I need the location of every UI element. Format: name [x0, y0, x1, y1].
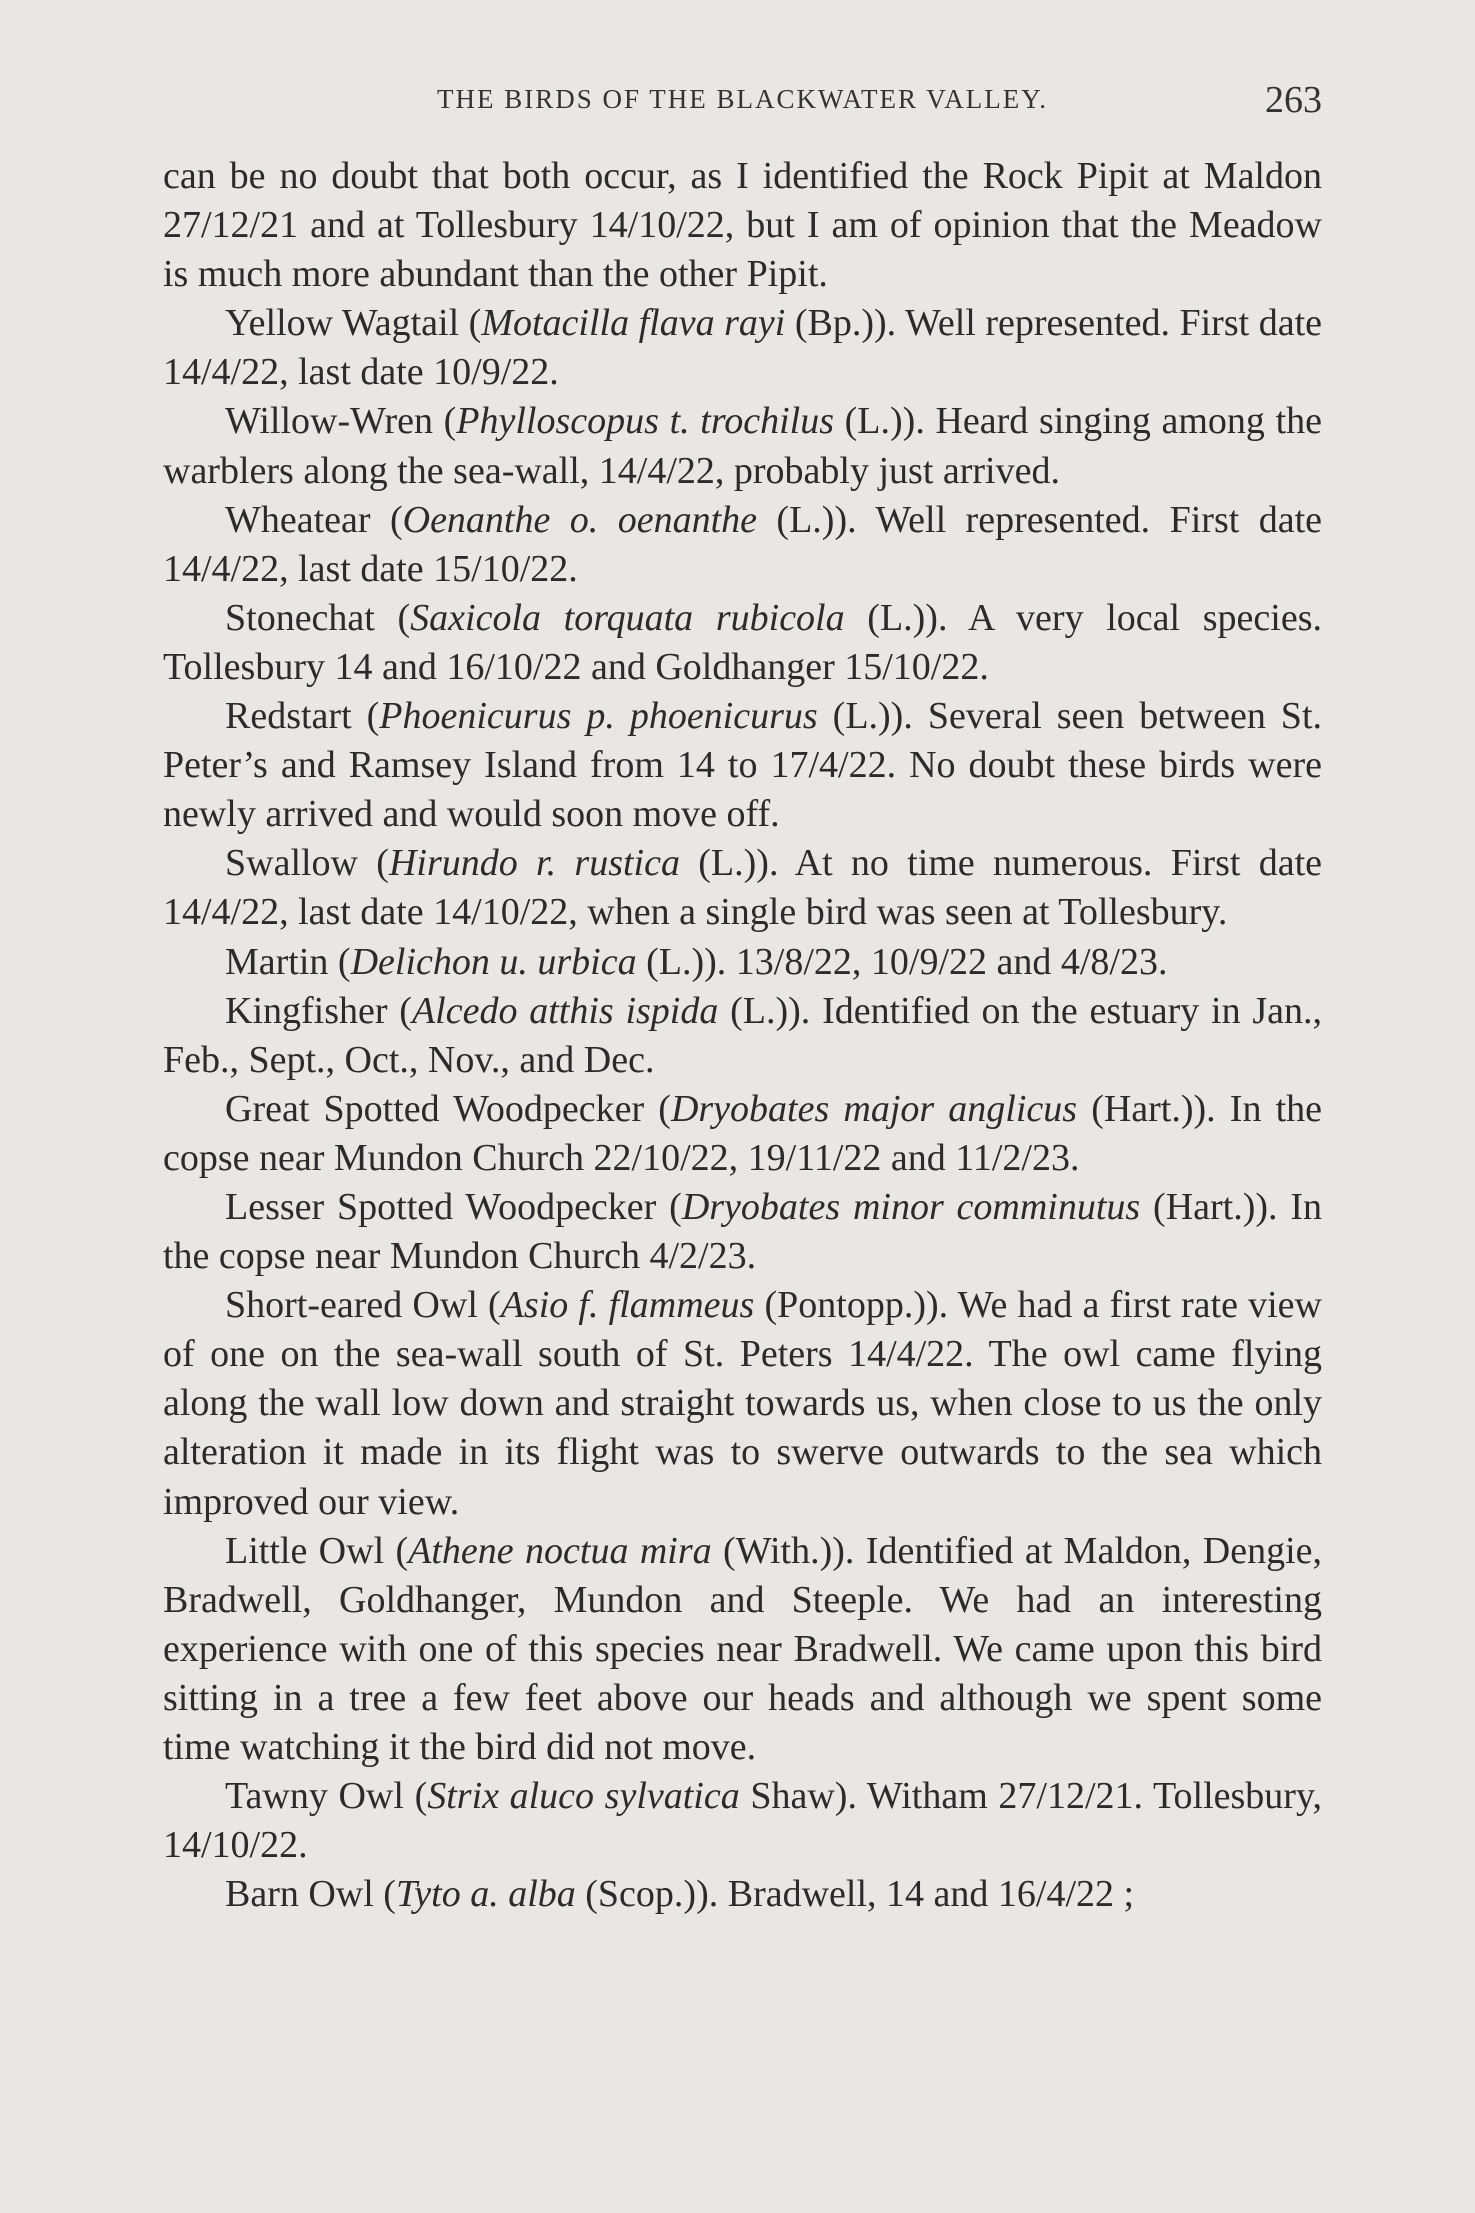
species-entry-yellow-wagtail: Yellow Wagtail (Motacilla flava rayi (Bp.)). Well represented. First date 14/4/22, last date 10/9/22.: [163, 302, 1322, 394]
species-entry-swallow: Swallow (Hirundo r. rustica (L.)). At no time numerous. First date 14/4/22, last date 14/10/22, when a single bird was seen at Tollesbury.: [163, 842, 1323, 934]
paragraph-continuation: can be no doubt that both occur, as I identified the Rock Pipit at Maldon 27/12/21 and at Tollesbury 14/10/22, but I am of opinion that the Meadow is much more abundant than the other Pipit.: [163, 155, 1322, 296]
species-entry-short-eared-owl: Short-eared Owl (Asio f. flammeus (Pontopp.)). We had a first rate view of one on the sea-wall south of St. Peters 14/4/22. The owl came flying along the wall low down and straight towards us, when close to us the only alteration it made in its flight was to swerve outwards to the sea which improved our view.: [163, 1284, 1322, 1523]
running-head: THE BIRDS OF THE BLACKWATER VALLEY.: [436, 84, 1049, 114]
species-entry-martin: Martin (Delichon u. urbica (L.)). 13/8/22, 10/9/22 and 4/8/23.: [225, 940, 1168, 983]
species-entry-wheatear: Wheatear (Oenanthe o. oenanthe (L.)). Well represented. First date 14/4/22, last date 15/10/22.: [163, 498, 1322, 590]
body-text: [163, 152, 1322, 1919]
species-entry-stonechat: Stonechat (Saxicola torquata rubicola (L.)). A very local species. Tollesbury 14 and 16/10/22 and Goldhanger 15/10/22.: [163, 596, 1322, 688]
species-entry-little-owl: Little Owl (Athene noctua mira (With.)). Identified at Maldon, Dengie, Bradwell, Goldhanger, Mundon and Steeple. We had an interesting experience with one of this species near Bradwell. We came upon this bird sitting in a tree a few feet above our heads and although we spent some time watching it the bird did not move.: [163, 1529, 1322, 1768]
species-entry-great-spotted-woodpecker: Great Spotted Woodpecker (Dryobates major anglicus (Hart.)). In the copse near Mundon Church 22/10/22, 19/11/22 and 11/2/23.: [163, 1087, 1323, 1179]
species-entry-redstart: Redstart (Phoenicurus p. phoenicurus (L.)). Several seen between St. Peter’s and Ramsey Island from 14 to 17/4/22. No doubt these birds were newly arrived and would soon move off.: [163, 695, 1322, 836]
species-entry-lesser-spotted-woodpecker: Lesser Spotted Woodpecker (Dryobates minor comminutus (Hart.)). In the copse near Mundon Church 4/2/23.: [163, 1185, 1322, 1278]
species-entry-barn-owl: Barn Owl (Tyto a. alba (Scop.)). Bradwell, 14 and 16/4/22 ;: [225, 1873, 1135, 1916]
species-entry-willow-wren: Willow-Wren (Phylloscopus t. trochilus (L.)). Heard singing among the warblers along the sea-wall, 14/4/22, probably just arrived.: [163, 400, 1322, 492]
species-entry-tawny-owl: Tawny Owl (Strix aluco sylvatica Shaw). Witham 27/12/21. Tollesbury, 14/10/22.: [163, 1775, 1322, 1867]
page-header: [163, 78, 1322, 122]
species-entry-kingfisher: Kingfisher (Alcedo atthis ispida (L.)). Identified on the estuary in Jan., Feb., Sept., Oct., Nov., and Dec.: [163, 989, 1322, 1081]
page-number: 263: [1265, 79, 1322, 121]
